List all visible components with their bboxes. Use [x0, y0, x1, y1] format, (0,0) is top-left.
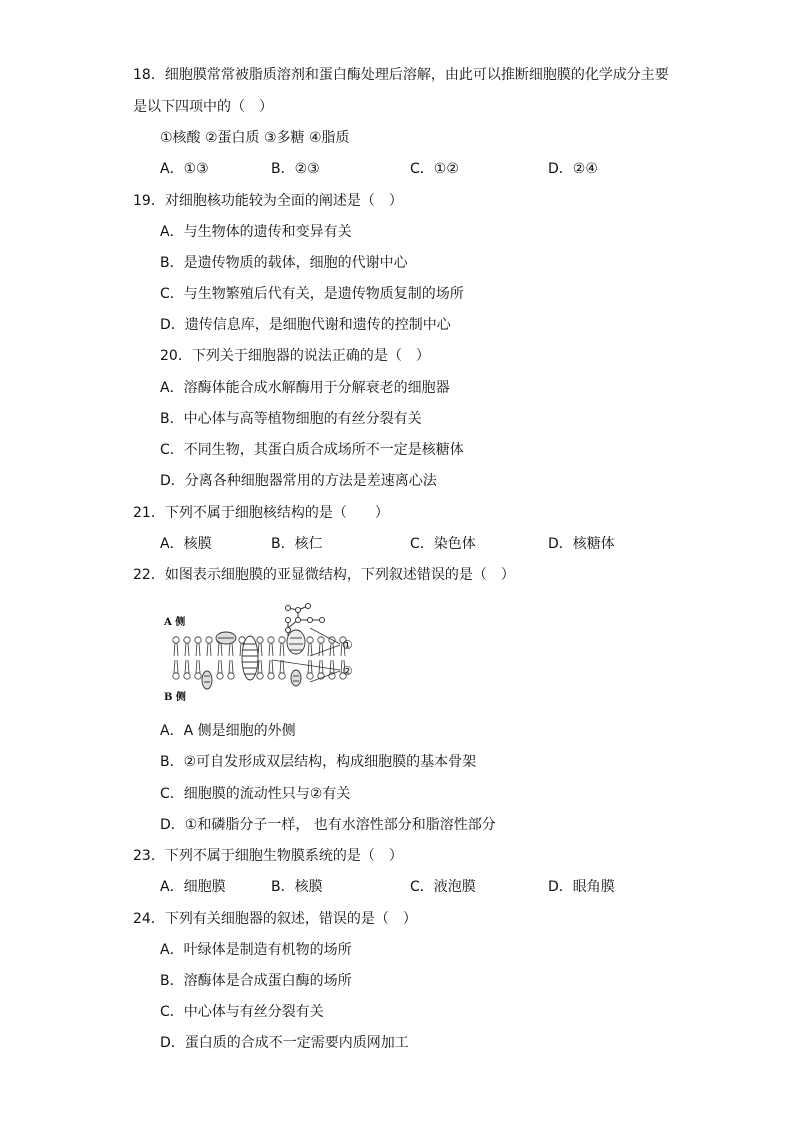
q22-stem: 22．如图表示细胞膜的亚显微结构，下列叙述错误的是（ ）	[133, 567, 515, 583]
q24-option-a: A．叶绿体是制造有机物的场所	[160, 942, 352, 958]
q21-stem: 21．下列不属于细胞核结构的是（ ）	[133, 505, 389, 521]
q18-option-a: A．①③	[160, 161, 209, 177]
q18-stem-line2: 是以下四项中的（ ）	[133, 99, 273, 115]
phospholipid-lower-layer	[173, 660, 346, 679]
q24-option-d: D．蛋白质的合成不一定需要内质网加工	[160, 1035, 409, 1051]
q21-option-c: C．染色体	[410, 536, 476, 552]
q18-option-b: B．②③	[271, 161, 320, 177]
q20-stem: 20．下列关于细胞器的说法正确的是（ ）	[160, 348, 430, 364]
q20-option-d: D．分离各种细胞器常用的方法是差速离心法	[160, 473, 437, 489]
q23-option-b: B．核膜	[271, 879, 323, 895]
side-b-label: B 侧	[164, 692, 186, 703]
q18-options	[160, 160, 640, 178]
membrane-proteins	[202, 630, 305, 689]
cell-membrane-diagram	[160, 598, 360, 706]
q24-option-c: C．中心体与有丝分裂有关	[160, 1004, 324, 1020]
q18-option-c: C．①②	[410, 161, 459, 177]
q23-option-a: A．细胞膜	[160, 879, 226, 895]
q18-option-d: D．②④	[548, 161, 598, 177]
q24-option-b: B．溶酶体是合成蛋白酶的场所	[160, 973, 352, 989]
q21-options	[160, 535, 640, 553]
q18-stem-line1: 18．细胞膜常常被脂质溶剂和蛋白酶处理后溶解，由此可以推断细胞膜的化学成分主要	[133, 67, 669, 83]
label-1: ①	[342, 638, 353, 652]
q22-option-b: B．②可自发形成双层结构，构成细胞膜的基本骨架	[160, 754, 477, 770]
q23-option-d: D．眼角膜	[548, 879, 615, 895]
q19-stem: 19．对细胞核功能较为全面的阐述是（ ）	[133, 193, 403, 209]
q18-items: ①核酸 ②蛋白质 ③多糖 ④脂质	[160, 130, 350, 146]
q20-option-c: C．不同生物，其蛋白质合成场所不一定是核糖体	[160, 442, 464, 458]
q19-option-c: C．与生物繁殖后代有关，是遗传物质复制的场所	[160, 286, 464, 302]
phospholipid-upper-layer	[173, 637, 346, 656]
q19-option-b: B．是遗传物质的载体，细胞的代谢中心	[160, 255, 408, 271]
q19-option-a: A．与生物体的遗传和变异有关	[160, 224, 352, 240]
q21-option-a: A．核膜	[160, 536, 212, 552]
q20-option-a: A．溶酶体能合成水解酶用于分解衰老的细胞器	[160, 380, 450, 396]
side-a-label: A 侧	[164, 617, 186, 628]
q22-option-d: D．①和磷脂分子一样， 也有水溶性部分和脂溶性部分	[160, 817, 496, 833]
q22-option-a: A．A 侧是细胞的外侧	[160, 723, 296, 739]
q23-options	[160, 878, 640, 896]
q22-option-c: C．细胞膜的流动性只与②有关	[160, 786, 351, 802]
q23-option-c: C．液泡膜	[410, 879, 476, 895]
q23-stem: 23．下列不属于细胞生物膜系统的是（ ）	[133, 848, 403, 864]
q20-option-b: B．中心体与高等植物细胞的有丝分裂有关	[160, 411, 422, 427]
label-2: ②	[342, 664, 353, 678]
q21-option-b: B．核仁	[271, 536, 323, 552]
q21-option-d: D．核糖体	[548, 536, 615, 552]
q24-stem: 24．下列有关细胞器的叙述，错误的是（ ）	[133, 911, 417, 927]
q19-option-d: D．遗传信息库，是细胞代谢和遗传的控制中心	[160, 317, 451, 333]
